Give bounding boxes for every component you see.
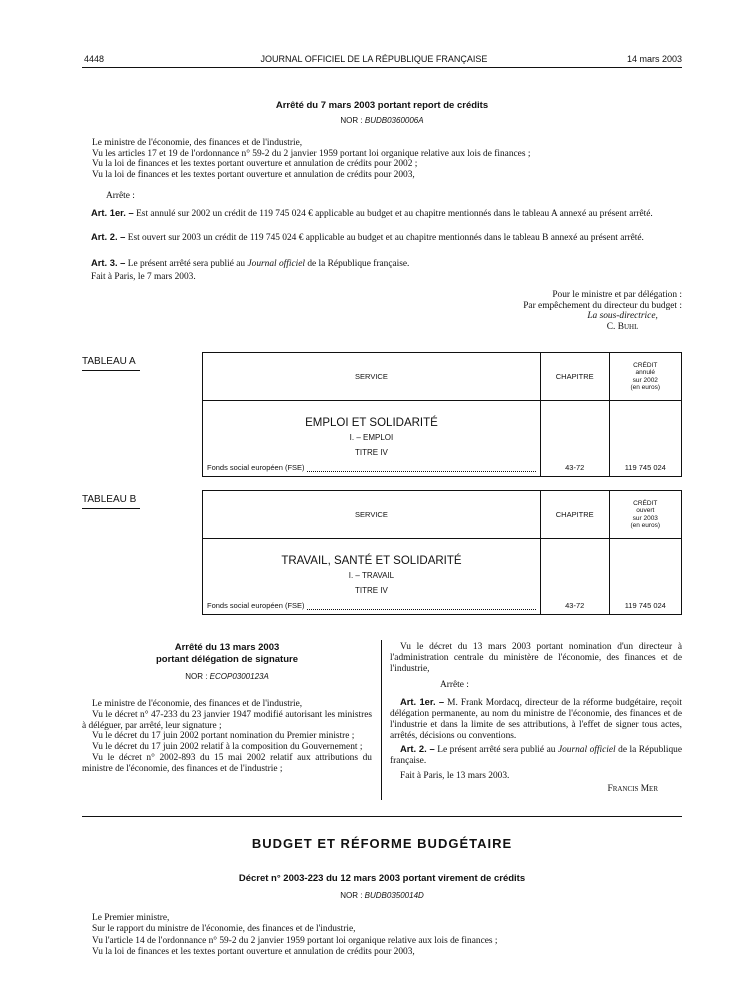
col-service-header: SERVICE bbox=[203, 491, 541, 539]
article-label: Art. 1er. – bbox=[91, 207, 134, 218]
arrete1-art3 bbox=[82, 258, 682, 270]
credit-header-line: ouvert bbox=[636, 507, 655, 514]
credit-header-line: sur 2003 bbox=[632, 514, 658, 522]
article-text: de la République française. bbox=[390, 745, 683, 767]
table-row bbox=[207, 601, 536, 610]
arrete2-nor bbox=[82, 672, 372, 681]
credit-header-line: annulé bbox=[635, 369, 656, 376]
arrete1-title: Arrêté du 7 mars 2003 portant report de crédits bbox=[275, 100, 489, 111]
arrete1-fait: Fait à Paris, le 7 mars 2003. bbox=[91, 272, 196, 282]
row-label: Fonds social européen (FSE) bbox=[207, 463, 305, 472]
preamble-line: Le ministre de l'économie, des finances et de l'industrie, bbox=[92, 138, 303, 148]
nor-code: BUDB0360006A bbox=[364, 116, 424, 125]
header-rule bbox=[82, 67, 682, 68]
paragraph: Vu le décret n° 47-233 du 23 janvier 1947 modifié autorisant les ministres à déléguer, par arrêté, leur signature ; bbox=[82, 709, 372, 731]
leader-dots bbox=[307, 471, 536, 472]
row-label: Fonds social européen (FSE) bbox=[207, 601, 305, 610]
journal-officiel-italic: Journal officiel bbox=[247, 259, 306, 269]
preamble-line: Vu la loi de finances et les textes portant ouverture et annulation de crédits pour 2003, bbox=[92, 169, 415, 180]
fait-line: Fait à Paris, le 13 mars 2003. bbox=[400, 770, 510, 781]
signature-role: La sous-directrice, bbox=[587, 311, 658, 321]
article-text: de la République française. bbox=[305, 259, 410, 269]
arrete1-art2 bbox=[82, 232, 682, 244]
titre-name: TITRE IV bbox=[355, 448, 388, 457]
title-line: portant délégation de signature bbox=[156, 654, 298, 665]
decret-title: Décret n° 2003-223 du 12 mars 2003 portant virement de crédits bbox=[238, 873, 526, 884]
decret-preamble bbox=[92, 913, 682, 958]
table-row bbox=[207, 463, 536, 472]
credit-cell: 119 745 024 bbox=[609, 401, 681, 477]
paragraph: Vu le décret du 13 mars 2003 portant nomination d'un directeur à l'administration centrale du ministère de l'économie, des finances et de l'industrie, bbox=[390, 642, 682, 674]
nor-label: NOR : bbox=[185, 672, 208, 681]
arrete2-title bbox=[82, 642, 372, 666]
paragraph: Vu l'article 14 de l'ordonnance n° 59-2 du 2 janvier 1959 portant loi organique relative aux lois de finances ; bbox=[92, 935, 498, 946]
header-date: 14 mars 2003 bbox=[626, 54, 682, 64]
signature-line bbox=[523, 311, 682, 322]
article-2 bbox=[390, 744, 682, 767]
credit-header-line: (en euros) bbox=[630, 522, 661, 529]
leader-dots bbox=[307, 609, 536, 610]
title-line: Arrêté du 13 mars 2003 bbox=[174, 642, 280, 653]
arrete1-arrete: Arrête : bbox=[106, 191, 135, 201]
paragraph: Vu le décret du 17 juin 2002 portant nomination du Premier ministre ; bbox=[92, 731, 355, 742]
paragraph: Sur le rapport du ministre de l'économie, des finances et de l'industrie, bbox=[92, 924, 356, 935]
ministry-name: EMPLOI ET SOLIDARITÉ bbox=[305, 417, 438, 429]
paragraph: Vu le décret du 17 juin 2002 relatif à la composition du Gouvernement ; bbox=[92, 742, 363, 753]
credit-header-line: (en euros) bbox=[630, 384, 661, 391]
section-heading: BUDGET ET RÉFORME BUDGÉTAIRE bbox=[251, 836, 513, 851]
nor-label: NOR : bbox=[340, 891, 363, 900]
article-label: Art. 1er. – bbox=[400, 696, 445, 708]
arrete1-nor bbox=[82, 116, 682, 125]
tableau-a-label: TABLEAU A bbox=[82, 356, 136, 367]
article-text: Est ouvert sur 2003 un crédit de 119 745 024 € applicable au budget et au chapitre mentionnés dans le tableau B annexé au présent arrêté. bbox=[127, 233, 644, 243]
nor-code: BUDB0350014D bbox=[364, 891, 424, 900]
paragraph: Le ministre de l'économie, des finances et de l'industrie, bbox=[92, 699, 303, 709]
nor-code: ECOP0300123A bbox=[209, 672, 269, 681]
titre-name: TITRE IV bbox=[355, 586, 388, 595]
paragraph: Vu le décret n° 2002-893 du 15 mai 2002 relatif aux attributions du ministre de l'économie, des finances et de l'industrie ; bbox=[82, 752, 372, 774]
column-divider bbox=[381, 640, 382, 800]
chapitre-cell: 43-72 bbox=[540, 539, 609, 615]
decret-nor bbox=[82, 891, 682, 900]
signature-line: Pour le ministre et par délégation : bbox=[552, 290, 682, 300]
arrete-label: Arrête : bbox=[440, 680, 469, 691]
article-1 bbox=[390, 697, 682, 741]
signature-name: C. Buhl bbox=[606, 321, 639, 332]
col-service-header: SERVICE bbox=[203, 353, 541, 401]
section-rule bbox=[82, 816, 682, 817]
tableau-a-label-rule bbox=[82, 370, 140, 371]
tableau-a bbox=[202, 352, 682, 477]
article-text: Le présent arrêté sera publié au bbox=[127, 259, 248, 269]
tableau-b bbox=[202, 490, 682, 615]
article-text: Le présent arrêté sera publié au bbox=[437, 745, 558, 756]
arrete1-preamble bbox=[92, 138, 682, 180]
service-cell bbox=[203, 401, 541, 477]
arrete2-left-column bbox=[82, 699, 372, 775]
section-name: I. – TRAVAIL bbox=[348, 571, 395, 580]
signature-name: Francis Mer bbox=[607, 783, 658, 794]
service-cell bbox=[203, 539, 541, 615]
credit-header-line: CRÉDIT bbox=[633, 499, 658, 507]
signature-line: Par empêchement du directeur du budget : bbox=[523, 300, 682, 311]
journal-officiel-italic: Journal officiel bbox=[557, 745, 616, 756]
article-label: Art. 2. – bbox=[400, 743, 435, 755]
ministry-name: TRAVAIL, SANTÉ ET SOLIDARITÉ bbox=[281, 555, 462, 567]
col-credit-header bbox=[609, 353, 681, 401]
credit-cell: 119 745 024 bbox=[609, 539, 681, 615]
article-text: Est annulé sur 2002 un crédit de 119 745 024 € applicable au budget et au chapitre mentionnés dans le tableau A annexé au présent arrêté. bbox=[136, 209, 653, 219]
preamble-line: Vu les articles 17 et 19 de l'ordonnance n° 59-2 du 2 janvier 1959 portant loi organique relative aux lois de finances ; bbox=[92, 148, 531, 159]
arrete2-right-column bbox=[390, 642, 682, 795]
col-chapitre-header: CHAPITRE bbox=[540, 353, 609, 401]
article-label: Art. 2. – bbox=[91, 231, 126, 242]
tableau-b-label: TABLEAU B bbox=[82, 494, 137, 505]
paragraph: Vu la loi de finances et les textes portant ouverture et annulation de crédits pour 2003, bbox=[92, 946, 415, 957]
chapitre-cell: 43-72 bbox=[540, 401, 609, 477]
journal-title: JOURNAL OFFICIEL DE LA RÉPUBLIQUE FRANÇAISE bbox=[260, 54, 488, 64]
tableau-b-label-rule bbox=[82, 508, 140, 509]
preamble-line: Vu la loi de finances et les textes portant ouverture et annulation de crédits pour 2002 ; bbox=[92, 159, 418, 169]
article-text: M. Frank Mordacq, directeur de la réforme budgétaire, reçoit délégation permanente, au nom du ministre de l'économie, des finances et de l'industrie et dans la limite de ses attributions, à l'effet de signer tous actes, arrêtés, décisions ou conventions. bbox=[390, 698, 682, 741]
page-number: 4448 bbox=[84, 54, 105, 64]
col-chapitre-header: CHAPITRE bbox=[540, 491, 609, 539]
arrete1-signature bbox=[523, 290, 682, 332]
article-label: Art. 3. – bbox=[91, 257, 126, 268]
credit-header-line: sur 2002 bbox=[632, 376, 658, 384]
paragraph: Le Premier ministre, bbox=[92, 913, 170, 923]
arrete1-art1 bbox=[82, 208, 682, 220]
nor-label: NOR : bbox=[340, 116, 363, 125]
section-name: I. – EMPLOI bbox=[349, 433, 394, 442]
col-credit-header bbox=[609, 491, 681, 539]
credit-header-line: CRÉDIT bbox=[633, 361, 658, 369]
